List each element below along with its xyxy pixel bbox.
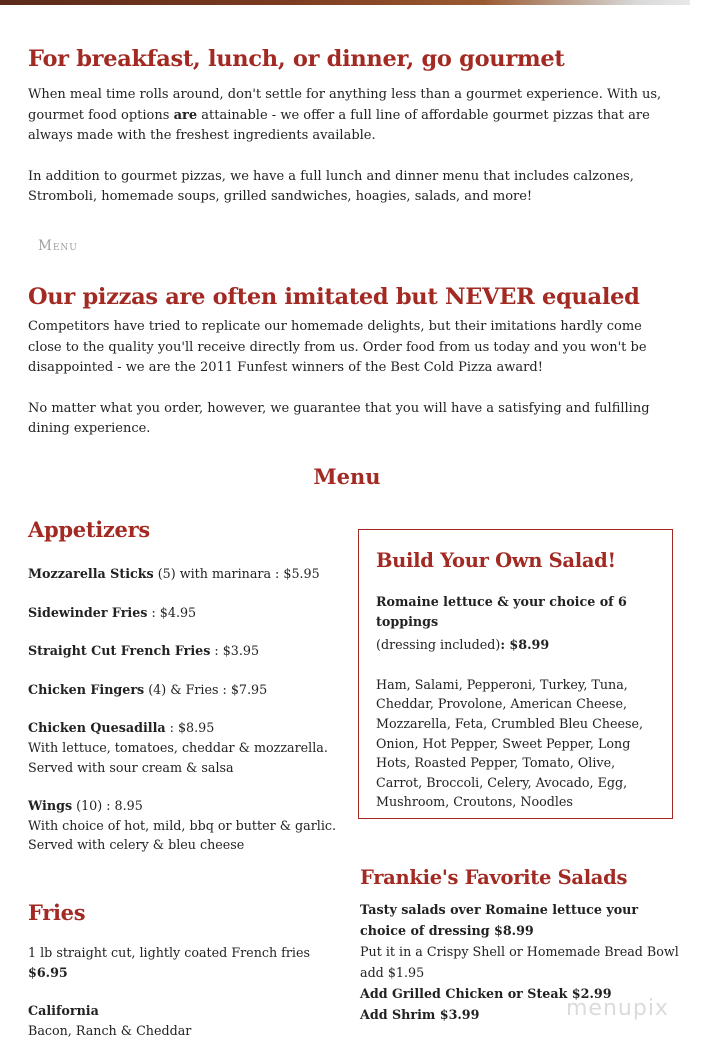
header-photo-strip [0, 0, 690, 5]
favorite-salads-heading: Frankie's Favorite Salads [360, 866, 628, 889]
favorite-salads-addon: Add Shrim $3.99 [360, 1007, 480, 1022]
fries-heading: Fries [28, 899, 86, 925]
menu-item: Sidewinder Fries : $4.95 [28, 604, 197, 620]
intro-paragraph-1: When meal time rolls around, don't settle for anything less than a gourmet experience. With us, gourmet food options are attainable - we offer a full line of affordable gourmet pizzas that are always made with the freshest ingredients available. [28, 87, 662, 143]
menu-title: Menu [313, 464, 381, 489]
favorite-salads-addon: Add Grilled Chicken or Steak $2.99 [360, 986, 612, 1001]
build-your-own-salad-box [358, 529, 673, 819]
menu-item: California Bacon, Ranch & Cheddar [28, 1003, 192, 1038]
pizzas-section [28, 282, 678, 440]
pizzas-heading: Our pizzas are often imitated but NEVER equaled [28, 284, 640, 310]
menu-item: Wings (10) : 8.95 With choice of hot, mild, bbq or butter & garlic. Served with celery & bleu cheese [28, 798, 337, 853]
intro-heading: For breakfast, lunch, or dinner, go gourmet [28, 46, 565, 72]
menu-item: Chicken Fingers (4) & Fries : $7.95 [28, 681, 268, 697]
appetizers-heading: Appetizers [28, 517, 150, 542]
intro-paragraph-2: In addition to gourmet pizzas, we have a full lunch and dinner menu that includes calzones, Stromboli, homemade soups, grilled sandwiches, hoagies, salads, and more! [28, 168, 634, 204]
pizzas-paragraph-2: No matter what you order, however, we guarantee that you will have a satisfying and fulfilling dining experience. [28, 400, 650, 436]
left-menu-column [28, 516, 348, 1040]
menu-item: Mozzarella Sticks (5) with marinara : $5.95 [28, 566, 320, 581]
salad-toppings-list: Ham, Salami, Pepperoni, Turkey, Tuna, Cheddar, Provolone, American Cheese, Mozzarella, Feta, Crumbled Bleu Cheese, Onion, Hot Pepper, Sweet Pepper, Long Hots, Roasted Pepper, Tomato, Olive, Carrot, Broccoli, Celery, Avocado, Egg, Mushroom, Croutons, Noodles [376, 676, 644, 810]
menupix-watermark: menupix [566, 996, 669, 1021]
favorite-salads-description: Tasty salads over Romaine lettuce your choice of dressing $8.99 [360, 902, 639, 938]
menu-item: 1 lb straight cut, lightly coated French fries $6.95 [28, 944, 311, 980]
intro-section [28, 44, 678, 208]
favorite-salads-addon: Put it in a Crispy Shell or Homemade Bread Bowl add $1.95 [360, 944, 679, 980]
menu-link[interactable]: Menu [38, 238, 78, 254]
menu-item: Chicken Quesadilla : $8.95 With lettuce, tomatoes, cheddar & mozzarella. Served with sour cream & salsa [28, 720, 328, 775]
pizzas-paragraph-1: Competitors have tried to replicate our homemade delights, but their imitations hardly come close to the quality you'll receive directly from us. Order food from us today and you won't be disappointed - we are the 2011 Funfest winners of the Best Cold Pizza award! [28, 319, 647, 375]
build-salad-heading: Build Your Own Salad! [376, 549, 616, 572]
menu-item: Straight Cut French Fries : $3.95 [28, 643, 260, 659]
build-salad-description: Romaine lettuce & your choice of 6 toppings (dressing included): $8.99 [376, 594, 627, 653]
